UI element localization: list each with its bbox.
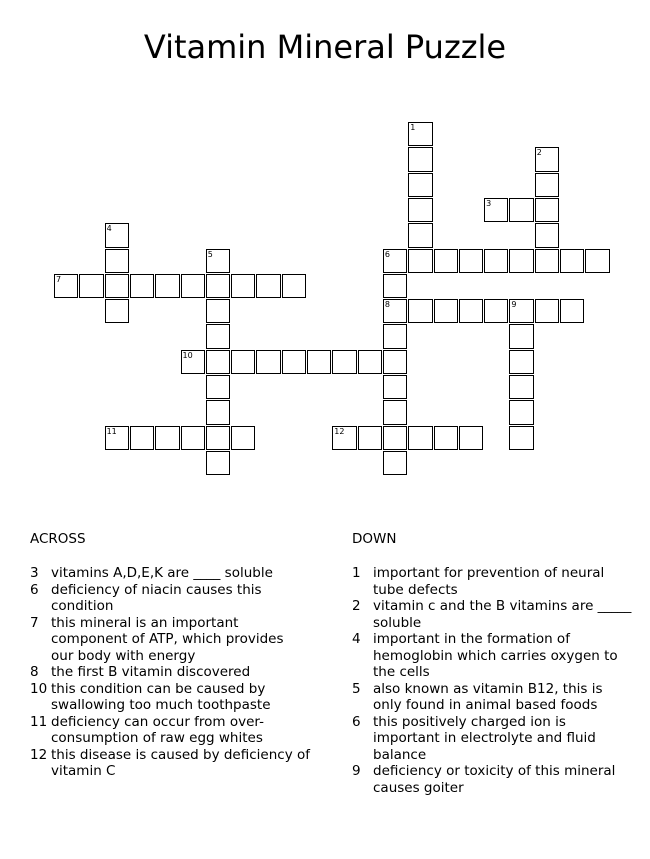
cell-number: 10 (182, 350, 193, 360)
grid-cell[interactable] (383, 400, 407, 424)
grid-cell[interactable] (535, 299, 559, 323)
grid-cell[interactable] (560, 299, 584, 323)
grid-cell[interactable] (459, 249, 483, 273)
grid-cell[interactable] (105, 426, 129, 450)
cell-number: 6 (384, 249, 390, 259)
grid-cell[interactable] (358, 350, 382, 374)
across-clue (30, 714, 310, 747)
grid-cell[interactable] (408, 223, 432, 247)
grid-cell[interactable] (181, 426, 205, 450)
grid-cell[interactable] (408, 122, 432, 146)
cell-number: 12 (334, 426, 345, 436)
grid-cell[interactable] (408, 426, 432, 450)
clue-number: 3 (30, 565, 39, 581)
clue-number: 9 (352, 763, 361, 779)
grid-cell[interactable] (332, 426, 356, 450)
clue-number: 5 (352, 680, 361, 697)
grid-cell[interactable] (459, 299, 483, 323)
grid-cell[interactable] (206, 451, 230, 475)
grid-cell[interactable] (206, 249, 230, 273)
grid-cell[interactable] (358, 426, 382, 450)
grid-cell[interactable] (181, 274, 205, 298)
grid-cell[interactable] (484, 249, 508, 273)
grid-cell[interactable] (206, 400, 230, 424)
grid-cell[interactable] (181, 350, 205, 374)
cell-number: 2 (536, 148, 542, 158)
clue-number: 6 (352, 713, 361, 730)
across-clue (30, 615, 310, 665)
across-clue (30, 565, 310, 582)
grid-cell[interactable] (484, 198, 508, 222)
down-clue (352, 714, 632, 764)
grid-cell[interactable] (408, 249, 432, 273)
grid-cell[interactable] (535, 147, 559, 171)
cell-number: 3 (486, 198, 492, 208)
cell-number: 7 (56, 274, 62, 284)
grid-cell[interactable] (509, 400, 533, 424)
grid-cell[interactable] (434, 299, 458, 323)
cell-number: 9 (511, 300, 517, 310)
grid-cell[interactable] (535, 198, 559, 222)
clue-text: also known as vitamin B12, this is only found in animal based foods (373, 680, 603, 713)
across-clue (30, 747, 310, 780)
grid-cell[interactable] (206, 324, 230, 348)
across-clue (30, 681, 310, 714)
grid-cell[interactable] (383, 249, 407, 273)
clue-number: 2 (352, 598, 361, 614)
grid-cell[interactable] (206, 426, 230, 450)
grid-cell[interactable] (256, 274, 280, 298)
grid-cell[interactable] (231, 274, 255, 298)
clue-text: important in the formation of hemoglobin which carries oxygen to the cells (373, 631, 618, 680)
grid-cell[interactable] (585, 249, 609, 273)
grid-cell[interactable] (383, 324, 407, 348)
clue-number: 1 (352, 565, 361, 581)
grid-cell[interactable] (307, 350, 331, 374)
grid-cell[interactable] (282, 274, 306, 298)
grid-cell[interactable] (155, 274, 179, 298)
clue-text: vitamin c and the B vitamins are _____ soluble (373, 598, 632, 631)
grid-cell[interactable] (383, 350, 407, 374)
grid-cell[interactable] (54, 274, 78, 298)
grid-cell[interactable] (509, 198, 533, 222)
clue-number: 10 (30, 680, 48, 697)
grid-cell[interactable] (383, 299, 407, 323)
grid-cell[interactable] (105, 249, 129, 273)
grid-cell[interactable] (105, 274, 129, 298)
clue-text: this mineral is an important component of ATP, which provides our body with energy (51, 614, 284, 664)
grid-cell[interactable] (155, 426, 179, 450)
grid-cell[interactable] (130, 274, 154, 298)
down-clue (352, 631, 632, 681)
grid-cell[interactable] (434, 249, 458, 273)
grid-cell[interactable] (509, 249, 533, 273)
grid-cell[interactable] (535, 223, 559, 247)
clue-number: 4 (352, 631, 361, 647)
grid-cell[interactable] (434, 426, 458, 450)
clue-text: vitamins A,D,E,K are ____ soluble (51, 565, 273, 581)
grid-cell[interactable] (408, 147, 432, 171)
grid-cell[interactable] (484, 299, 508, 323)
clue-text: the first B vitamin discovered (51, 664, 251, 680)
grid-cell[interactable] (206, 350, 230, 374)
grid-cell[interactable] (509, 324, 533, 348)
clue-number: 11 (30, 713, 48, 730)
grid-cell[interactable] (408, 198, 432, 222)
grid-cell[interactable] (231, 350, 255, 374)
cell-number: 4 (106, 224, 112, 234)
grid-cell[interactable] (282, 350, 306, 374)
grid-cell[interactable] (206, 375, 230, 399)
across-clue (30, 664, 310, 681)
grid-cell[interactable] (383, 451, 407, 475)
down-clue (352, 598, 632, 631)
down-clue (352, 565, 632, 598)
grid-cell[interactable] (105, 299, 129, 323)
cell-number: 1 (410, 123, 416, 132)
grid-cell[interactable] (509, 350, 533, 374)
grid-cell[interactable] (535, 173, 559, 197)
grid-cell[interactable] (383, 274, 407, 298)
clue-text: important for prevention of neural tube defects (373, 565, 605, 598)
across-heading: ACROSS (30, 531, 86, 547)
cell-number: 5 (207, 249, 213, 259)
grid-cell[interactable] (408, 173, 432, 197)
clue-text: deficiency of niacin causes this condition (51, 581, 262, 614)
down-clues (352, 565, 632, 796)
grid-cell[interactable] (231, 426, 255, 450)
grid-cell[interactable] (105, 223, 129, 247)
clue-number: 6 (30, 581, 39, 598)
down-heading: DOWN (352, 531, 397, 547)
grid-cell[interactable] (206, 274, 230, 298)
down-clue (352, 681, 632, 714)
grid-cell[interactable] (408, 299, 432, 323)
clue-text: this positively charged ion is important in electrolyte and fluid balance (373, 713, 596, 763)
clue-number: 12 (30, 746, 48, 763)
grid-cell[interactable] (206, 299, 230, 323)
cell-number: 11 (106, 426, 117, 436)
grid-cell[interactable] (509, 375, 533, 399)
across-clue (30, 582, 310, 615)
clue-text: this disease is caused by deficiency of vitamin C (51, 746, 310, 779)
grid-cell[interactable] (256, 350, 280, 374)
grid-cell[interactable] (130, 426, 154, 450)
grid-cell[interactable] (535, 249, 559, 273)
grid-cell[interactable] (332, 350, 356, 374)
clue-text: deficiency can occur from over-consumption of raw egg whites (51, 713, 264, 746)
across-clues (30, 565, 310, 780)
grid-cell[interactable] (509, 426, 533, 450)
clue-text: deficiency or toxicity of this mineral causes goiter (373, 763, 616, 796)
grid-cell[interactable] (459, 426, 483, 450)
grid-cell[interactable] (79, 274, 103, 298)
cell-number: 8 (384, 300, 390, 310)
grid-cell[interactable] (383, 375, 407, 399)
grid-cell[interactable] (509, 299, 533, 323)
clue-text: this condition can be caused by swallowing too much toothpaste (51, 680, 271, 713)
grid-cell[interactable] (383, 426, 407, 450)
clue-number: 8 (30, 664, 39, 680)
grid-cell[interactable] (560, 249, 584, 273)
down-clue (352, 763, 632, 796)
page-title: Vitamin Mineral Puzzle (143, 28, 507, 66)
clue-number: 7 (30, 614, 39, 631)
